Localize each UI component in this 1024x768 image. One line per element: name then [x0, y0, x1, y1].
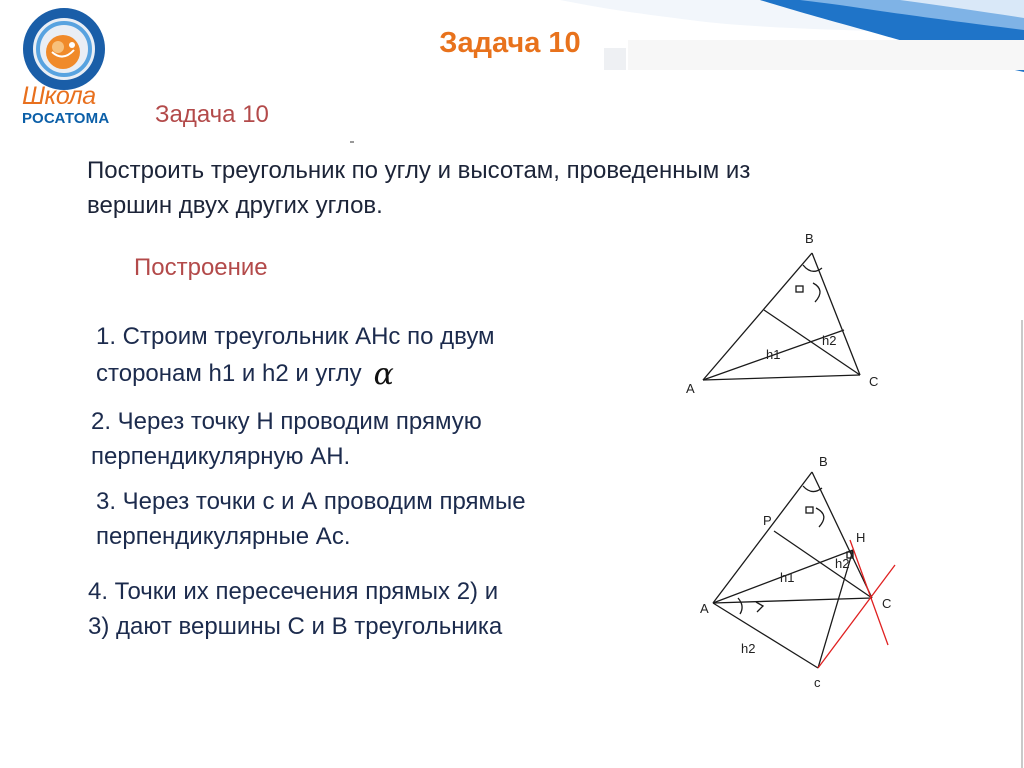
step-line: перпендикулярные Ас.	[96, 523, 351, 550]
label-h2: h2	[822, 333, 837, 348]
logo-text-school: Школа	[22, 82, 96, 110]
step-line: перпендикулярную АН.	[91, 443, 351, 470]
label-p: P	[763, 513, 772, 528]
slide-title: Задача 10	[439, 27, 581, 59]
label-a: A	[700, 601, 709, 616]
right-angle-mark	[806, 507, 813, 513]
label-h2-inner: h2	[835, 556, 850, 571]
alpha-symbol: α	[373, 357, 394, 392]
side-ab	[713, 472, 812, 603]
red-perpendicular-1	[818, 565, 895, 668]
label-b: B	[805, 231, 814, 246]
label-a: A	[686, 381, 695, 396]
label-h1: h1	[766, 347, 781, 362]
angle-mark-b-2	[816, 508, 824, 527]
section-heading: Построение	[134, 254, 268, 281]
label-h2-lower: h2	[741, 641, 756, 656]
angle-mark-a	[738, 598, 742, 614]
label-c-lower: c	[814, 675, 821, 690]
logo-text-rosatom: РОСАТОМА	[22, 110, 110, 127]
label-c: C	[869, 374, 879, 389]
step-line: 2. Через точку Н проводим прямую	[91, 408, 482, 435]
step-line: 3) дают вершины С и В треугольника	[88, 613, 503, 640]
problem-line: вершин двух других углов.	[87, 192, 383, 219]
label-b: B	[819, 454, 828, 469]
angle-mark-a-2	[756, 602, 763, 612]
slide-subtitle: Задача 10	[155, 101, 269, 128]
step-line: 1. Строим треугольник АНс по двум	[96, 323, 495, 350]
segment-a-c	[713, 603, 818, 668]
label-c: C	[882, 596, 892, 611]
problem-line: Построить треугольник по углу и высотам, проведенным из	[87, 157, 751, 184]
step-line: 4. Точки их пересечения прямых 2) и	[88, 578, 499, 605]
label-h1: h1	[780, 570, 795, 585]
red-perpendicular-2	[850, 540, 888, 645]
label-h: H	[856, 530, 866, 545]
side-ac	[713, 598, 872, 603]
step-line: 3. Через точки с и А проводим прямые	[96, 488, 526, 515]
step-line: сторонам h1 и h2 и углу	[96, 360, 362, 387]
